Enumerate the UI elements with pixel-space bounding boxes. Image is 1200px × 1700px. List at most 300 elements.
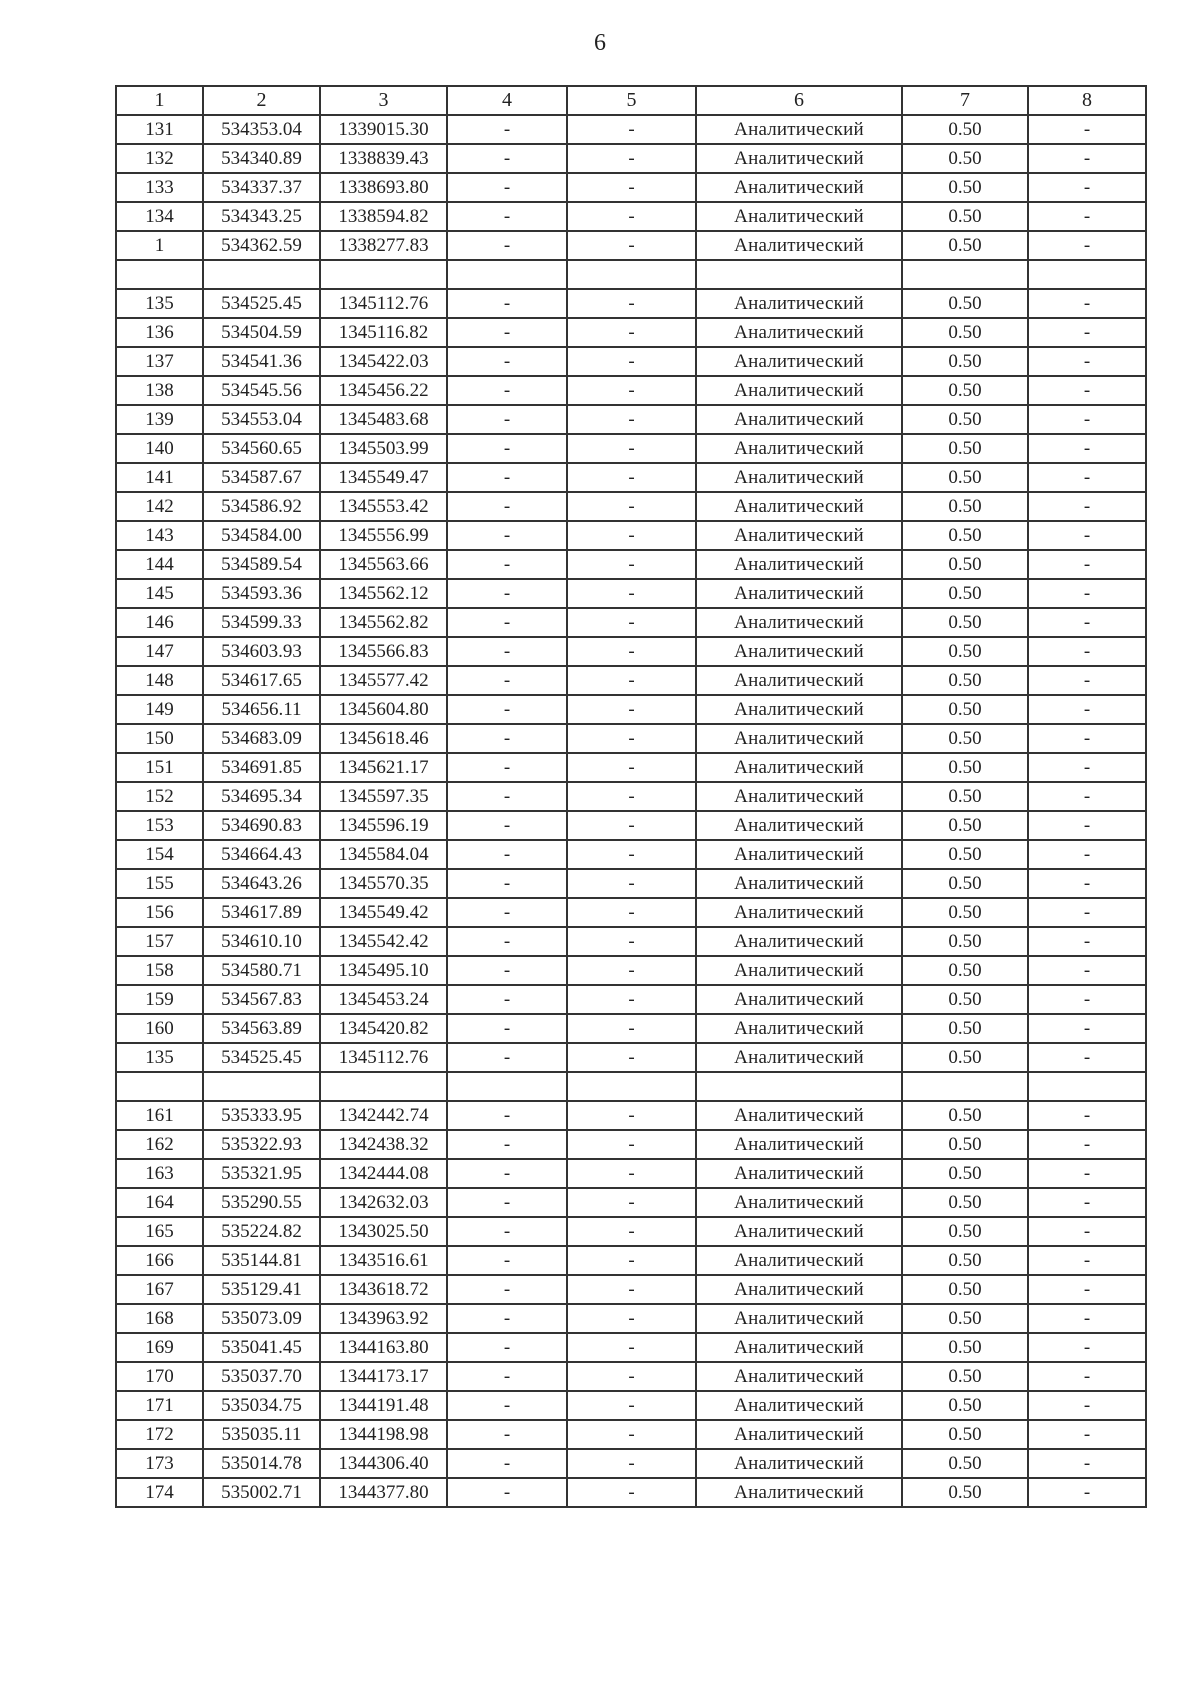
y-coordinate-cell: 1345562.12 bbox=[320, 579, 447, 608]
y-coordinate-cell: 1343516.61 bbox=[320, 1246, 447, 1275]
method-cell: Аналитический bbox=[696, 753, 902, 782]
accuracy-cell: 0.50 bbox=[902, 144, 1028, 173]
column-8-cell: - bbox=[1028, 840, 1146, 869]
column-8-cell: - bbox=[1028, 115, 1146, 144]
column-8-cell: - bbox=[1028, 1159, 1146, 1188]
column-8-cell: - bbox=[1028, 405, 1146, 434]
column-5-cell: - bbox=[567, 1130, 696, 1159]
accuracy-cell: 0.50 bbox=[902, 289, 1028, 318]
accuracy-cell: 0.50 bbox=[902, 173, 1028, 202]
column-5-cell: - bbox=[567, 782, 696, 811]
table-row bbox=[116, 898, 1146, 927]
table-row bbox=[116, 173, 1146, 202]
x-coordinate-cell: 534553.04 bbox=[203, 405, 320, 434]
method-cell: Аналитический bbox=[696, 985, 902, 1014]
column-8-cell: - bbox=[1028, 1217, 1146, 1246]
point-number-cell: 158 bbox=[116, 956, 203, 985]
column-8-cell: - bbox=[1028, 463, 1146, 492]
table-row bbox=[116, 1217, 1146, 1246]
accuracy-cell: 0.50 bbox=[902, 405, 1028, 434]
x-coordinate-cell: 535014.78 bbox=[203, 1449, 320, 1478]
y-coordinate-cell: 1345566.83 bbox=[320, 637, 447, 666]
column-5-cell: - bbox=[567, 1014, 696, 1043]
method-cell: Аналитический bbox=[696, 927, 902, 956]
accuracy-cell: 0.50 bbox=[902, 898, 1028, 927]
column-8-cell: - bbox=[1028, 608, 1146, 637]
method-cell: Аналитический bbox=[696, 202, 902, 231]
header-cell: 4 bbox=[447, 86, 567, 115]
column-8-cell: - bbox=[1028, 782, 1146, 811]
method-cell: Аналитический bbox=[696, 956, 902, 985]
point-number-cell: 162 bbox=[116, 1130, 203, 1159]
column-5-cell: - bbox=[567, 666, 696, 695]
method-cell: Аналитический bbox=[696, 1478, 902, 1507]
column-8-cell: - bbox=[1028, 1275, 1146, 1304]
method-cell: Аналитический bbox=[696, 782, 902, 811]
table-row bbox=[116, 463, 1146, 492]
y-coordinate-cell: 1345503.99 bbox=[320, 434, 447, 463]
method-cell: Аналитический bbox=[696, 1217, 902, 1246]
header-cell: 3 bbox=[320, 86, 447, 115]
column-4-cell: - bbox=[447, 144, 567, 173]
column-5-cell: - bbox=[567, 1246, 696, 1275]
method-cell: Аналитический bbox=[696, 1391, 902, 1420]
x-coordinate-cell: 534362.59 bbox=[203, 231, 320, 260]
accuracy-cell: 0.50 bbox=[902, 927, 1028, 956]
column-4-cell: - bbox=[447, 1014, 567, 1043]
column-5-cell: - bbox=[567, 434, 696, 463]
point-number-cell: 164 bbox=[116, 1188, 203, 1217]
accuracy-cell: 0.50 bbox=[902, 695, 1028, 724]
accuracy-cell: 0.50 bbox=[902, 782, 1028, 811]
column-4-cell: - bbox=[447, 550, 567, 579]
method-cell: Аналитический bbox=[696, 550, 902, 579]
y-coordinate-cell: 1344173.17 bbox=[320, 1362, 447, 1391]
column-8-cell: - bbox=[1028, 1043, 1146, 1072]
x-coordinate-cell: 534656.11 bbox=[203, 695, 320, 724]
column-8-cell: - bbox=[1028, 1246, 1146, 1275]
accuracy-cell: 0.50 bbox=[902, 202, 1028, 231]
page-number: 6 bbox=[594, 30, 606, 56]
accuracy-cell: 0.50 bbox=[902, 840, 1028, 869]
column-5-cell: - bbox=[567, 1449, 696, 1478]
table-row bbox=[116, 521, 1146, 550]
y-coordinate-cell: 1345420.82 bbox=[320, 1014, 447, 1043]
column-5-cell: - bbox=[567, 405, 696, 434]
x-coordinate-cell: 535322.93 bbox=[203, 1130, 320, 1159]
y-coordinate-cell: 1345570.35 bbox=[320, 869, 447, 898]
table-row bbox=[116, 492, 1146, 521]
method-cell: Аналитический bbox=[696, 1275, 902, 1304]
column-4-cell: - bbox=[447, 173, 567, 202]
x-coordinate-cell: 534545.56 bbox=[203, 376, 320, 405]
accuracy-cell: 0.50 bbox=[902, 1130, 1028, 1159]
x-coordinate-cell: 534683.09 bbox=[203, 724, 320, 753]
x-coordinate-cell: 535290.55 bbox=[203, 1188, 320, 1217]
column-8-cell: - bbox=[1028, 492, 1146, 521]
column-8-cell: - bbox=[1028, 144, 1146, 173]
column-5-cell: - bbox=[567, 1188, 696, 1217]
table-row bbox=[116, 811, 1146, 840]
y-coordinate-cell: 1345596.19 bbox=[320, 811, 447, 840]
column-4-cell: - bbox=[447, 724, 567, 753]
table-row bbox=[116, 608, 1146, 637]
column-4-cell: - bbox=[447, 753, 567, 782]
x-coordinate-cell: 535129.41 bbox=[203, 1275, 320, 1304]
table-row bbox=[116, 666, 1146, 695]
point-number-cell: 147 bbox=[116, 637, 203, 666]
column-8-cell: - bbox=[1028, 1362, 1146, 1391]
y-coordinate-cell: 1342444.08 bbox=[320, 1159, 447, 1188]
x-coordinate-cell bbox=[203, 1072, 320, 1101]
method-cell: Аналитический bbox=[696, 1246, 902, 1275]
y-coordinate-cell: 1344198.98 bbox=[320, 1420, 447, 1449]
y-coordinate-cell: 1343963.92 bbox=[320, 1304, 447, 1333]
column-8-cell: - bbox=[1028, 231, 1146, 260]
column-5-cell: - bbox=[567, 1275, 696, 1304]
method-cell: Аналитический bbox=[696, 1420, 902, 1449]
column-8-cell: - bbox=[1028, 1478, 1146, 1507]
point-number-cell: 138 bbox=[116, 376, 203, 405]
method-cell: Аналитический bbox=[696, 1101, 902, 1130]
column-8-cell: - bbox=[1028, 376, 1146, 405]
table-row bbox=[116, 782, 1146, 811]
column-5-cell: - bbox=[567, 579, 696, 608]
accuracy-cell: 0.50 bbox=[902, 318, 1028, 347]
x-coordinate-cell: 534580.71 bbox=[203, 956, 320, 985]
y-coordinate-cell: 1345621.17 bbox=[320, 753, 447, 782]
y-coordinate-cell: 1344163.80 bbox=[320, 1333, 447, 1362]
method-cell: Аналитический bbox=[696, 173, 902, 202]
y-coordinate-cell: 1343618.72 bbox=[320, 1275, 447, 1304]
column-5-cell: - bbox=[567, 521, 696, 550]
y-coordinate-cell: 1338693.80 bbox=[320, 173, 447, 202]
column-5-cell: - bbox=[567, 753, 696, 782]
y-coordinate-cell: 1342442.74 bbox=[320, 1101, 447, 1130]
column-5-cell: - bbox=[567, 173, 696, 202]
x-coordinate-cell: 535321.95 bbox=[203, 1159, 320, 1188]
x-coordinate-cell: 534599.33 bbox=[203, 608, 320, 637]
x-coordinate-cell: 534343.25 bbox=[203, 202, 320, 231]
accuracy-cell: 0.50 bbox=[902, 1246, 1028, 1275]
column-4-cell: - bbox=[447, 1362, 567, 1391]
column-5-cell: - bbox=[567, 231, 696, 260]
y-coordinate-cell: 1343025.50 bbox=[320, 1217, 447, 1246]
point-number-cell: 171 bbox=[116, 1391, 203, 1420]
column-5-cell: - bbox=[567, 376, 696, 405]
column-8-cell: - bbox=[1028, 695, 1146, 724]
table-row bbox=[116, 376, 1146, 405]
column-4-cell: - bbox=[447, 521, 567, 550]
accuracy-cell: 0.50 bbox=[902, 1217, 1028, 1246]
point-number-cell: 150 bbox=[116, 724, 203, 753]
table-row bbox=[116, 550, 1146, 579]
y-coordinate-cell: 1345495.10 bbox=[320, 956, 447, 985]
table-row bbox=[116, 840, 1146, 869]
column-5-cell: - bbox=[567, 1391, 696, 1420]
accuracy-cell: 0.50 bbox=[902, 869, 1028, 898]
x-coordinate-cell: 534617.65 bbox=[203, 666, 320, 695]
column-5-cell: - bbox=[567, 550, 696, 579]
x-coordinate-cell: 534567.83 bbox=[203, 985, 320, 1014]
accuracy-cell: 0.50 bbox=[902, 1101, 1028, 1130]
point-number-cell: 170 bbox=[116, 1362, 203, 1391]
point-number-cell: 131 bbox=[116, 115, 203, 144]
column-4-cell: - bbox=[447, 202, 567, 231]
table-row bbox=[116, 144, 1146, 173]
column-5-cell: - bbox=[567, 144, 696, 173]
y-coordinate-cell: 1345597.35 bbox=[320, 782, 447, 811]
method-cell: Аналитический bbox=[696, 724, 902, 753]
x-coordinate-cell: 534525.45 bbox=[203, 289, 320, 318]
y-coordinate-cell: 1345618.46 bbox=[320, 724, 447, 753]
x-coordinate-cell: 534587.67 bbox=[203, 463, 320, 492]
table-row bbox=[116, 1362, 1146, 1391]
x-coordinate-cell: 534617.89 bbox=[203, 898, 320, 927]
x-coordinate-cell: 535037.70 bbox=[203, 1362, 320, 1391]
column-5-cell: - bbox=[567, 695, 696, 724]
table-row bbox=[116, 1072, 1146, 1101]
point-number-cell: 149 bbox=[116, 695, 203, 724]
accuracy-cell bbox=[902, 260, 1028, 289]
x-coordinate-cell: 534643.26 bbox=[203, 869, 320, 898]
table-row bbox=[116, 927, 1146, 956]
column-8-cell: - bbox=[1028, 434, 1146, 463]
column-4-cell: - bbox=[447, 1217, 567, 1246]
x-coordinate-cell: 534584.00 bbox=[203, 521, 320, 550]
column-8-cell: - bbox=[1028, 550, 1146, 579]
column-4-cell: - bbox=[447, 782, 567, 811]
column-8-cell: - bbox=[1028, 811, 1146, 840]
table-header-row bbox=[116, 86, 1146, 115]
column-5-cell bbox=[567, 1072, 696, 1101]
point-number-cell: 152 bbox=[116, 782, 203, 811]
y-coordinate-cell: 1338277.83 bbox=[320, 231, 447, 260]
header-cell: 6 bbox=[696, 86, 902, 115]
column-5-cell: - bbox=[567, 840, 696, 869]
column-4-cell bbox=[447, 1072, 567, 1101]
column-4-cell: - bbox=[447, 1391, 567, 1420]
column-4-cell: - bbox=[447, 927, 567, 956]
point-number-cell: 144 bbox=[116, 550, 203, 579]
column-8-cell: - bbox=[1028, 202, 1146, 231]
accuracy-cell: 0.50 bbox=[902, 231, 1028, 260]
accuracy-cell: 0.50 bbox=[902, 811, 1028, 840]
column-4-cell: - bbox=[447, 405, 567, 434]
y-coordinate-cell: 1345483.68 bbox=[320, 405, 447, 434]
column-5-cell: - bbox=[567, 956, 696, 985]
accuracy-cell: 0.50 bbox=[902, 1014, 1028, 1043]
point-number-cell: 133 bbox=[116, 173, 203, 202]
column-8-cell: - bbox=[1028, 985, 1146, 1014]
accuracy-cell: 0.50 bbox=[902, 666, 1028, 695]
method-cell: Аналитический bbox=[696, 347, 902, 376]
column-8-cell: - bbox=[1028, 289, 1146, 318]
column-8-cell: - bbox=[1028, 666, 1146, 695]
accuracy-cell: 0.50 bbox=[902, 376, 1028, 405]
table-row bbox=[116, 1014, 1146, 1043]
point-number-cell: 161 bbox=[116, 1101, 203, 1130]
column-8-cell: - bbox=[1028, 927, 1146, 956]
point-number-cell: 145 bbox=[116, 579, 203, 608]
x-coordinate-cell: 534695.34 bbox=[203, 782, 320, 811]
header-cell: 5 bbox=[567, 86, 696, 115]
accuracy-cell: 0.50 bbox=[902, 463, 1028, 492]
point-number-cell: 135 bbox=[116, 1043, 203, 1072]
accuracy-cell: 0.50 bbox=[902, 550, 1028, 579]
table-row bbox=[116, 1246, 1146, 1275]
coordinates-table bbox=[115, 85, 1147, 1508]
column-4-cell: - bbox=[447, 1478, 567, 1507]
y-coordinate-cell: 1345112.76 bbox=[320, 1043, 447, 1072]
x-coordinate-cell: 535073.09 bbox=[203, 1304, 320, 1333]
column-5-cell: - bbox=[567, 347, 696, 376]
x-coordinate-cell: 534664.43 bbox=[203, 840, 320, 869]
point-number-cell: 148 bbox=[116, 666, 203, 695]
method-cell: Аналитический bbox=[696, 898, 902, 927]
point-number-cell: 166 bbox=[116, 1246, 203, 1275]
x-coordinate-cell: 534340.89 bbox=[203, 144, 320, 173]
point-number-cell: 169 bbox=[116, 1333, 203, 1362]
x-coordinate-cell: 534691.85 bbox=[203, 753, 320, 782]
column-8-cell: - bbox=[1028, 347, 1146, 376]
accuracy-cell: 0.50 bbox=[902, 1159, 1028, 1188]
column-4-cell: - bbox=[447, 1130, 567, 1159]
y-coordinate-cell: 1345112.76 bbox=[320, 289, 447, 318]
method-cell: Аналитический bbox=[696, 695, 902, 724]
column-5-cell: - bbox=[567, 289, 696, 318]
column-8-cell: - bbox=[1028, 724, 1146, 753]
accuracy-cell: 0.50 bbox=[902, 1391, 1028, 1420]
table-row bbox=[116, 405, 1146, 434]
point-number-cell: 157 bbox=[116, 927, 203, 956]
x-coordinate-cell: 535035.11 bbox=[203, 1420, 320, 1449]
y-coordinate-cell: 1345453.24 bbox=[320, 985, 447, 1014]
column-5-cell: - bbox=[567, 1362, 696, 1391]
table-row bbox=[116, 1420, 1146, 1449]
y-coordinate-cell: 1338839.43 bbox=[320, 144, 447, 173]
x-coordinate-cell: 535034.75 bbox=[203, 1391, 320, 1420]
point-number-cell: 172 bbox=[116, 1420, 203, 1449]
column-4-cell: - bbox=[447, 1275, 567, 1304]
column-5-cell: - bbox=[567, 724, 696, 753]
point-number-cell: 154 bbox=[116, 840, 203, 869]
y-coordinate-cell: 1338594.82 bbox=[320, 202, 447, 231]
column-5-cell: - bbox=[567, 115, 696, 144]
method-cell: Аналитический bbox=[696, 1449, 902, 1478]
column-4-cell: - bbox=[447, 695, 567, 724]
column-5-cell: - bbox=[567, 985, 696, 1014]
table-row bbox=[116, 985, 1146, 1014]
header-cell: 8 bbox=[1028, 86, 1146, 115]
point-number-cell: 135 bbox=[116, 289, 203, 318]
point-number-cell: 139 bbox=[116, 405, 203, 434]
y-coordinate-cell bbox=[320, 260, 447, 289]
table-row bbox=[116, 260, 1146, 289]
column-4-cell: - bbox=[447, 1304, 567, 1333]
column-8-cell bbox=[1028, 260, 1146, 289]
table-row bbox=[116, 1478, 1146, 1507]
column-4-cell: - bbox=[447, 231, 567, 260]
column-4-cell: - bbox=[447, 318, 567, 347]
accuracy-cell: 0.50 bbox=[902, 1043, 1028, 1072]
x-coordinate-cell bbox=[203, 260, 320, 289]
table-row bbox=[116, 1043, 1146, 1072]
table-row bbox=[116, 202, 1146, 231]
point-number-cell: 141 bbox=[116, 463, 203, 492]
method-cell: Аналитический bbox=[696, 376, 902, 405]
point-number-cell bbox=[116, 260, 203, 289]
method-cell: Аналитический bbox=[696, 289, 902, 318]
accuracy-cell: 0.50 bbox=[902, 956, 1028, 985]
column-4-cell: - bbox=[447, 463, 567, 492]
point-number-cell: 134 bbox=[116, 202, 203, 231]
accuracy-cell: 0.50 bbox=[902, 434, 1028, 463]
accuracy-cell: 0.50 bbox=[902, 608, 1028, 637]
column-4-cell: - bbox=[447, 666, 567, 695]
table-row bbox=[116, 347, 1146, 376]
column-8-cell bbox=[1028, 1072, 1146, 1101]
table-row bbox=[116, 724, 1146, 753]
column-8-cell: - bbox=[1028, 1449, 1146, 1478]
x-coordinate-cell: 534504.59 bbox=[203, 318, 320, 347]
column-8-cell: - bbox=[1028, 579, 1146, 608]
column-5-cell: - bbox=[567, 1043, 696, 1072]
table-row bbox=[116, 1449, 1146, 1478]
table-row bbox=[116, 637, 1146, 666]
column-5-cell: - bbox=[567, 1478, 696, 1507]
table-row bbox=[116, 318, 1146, 347]
point-number-cell: 137 bbox=[116, 347, 203, 376]
accuracy-cell: 0.50 bbox=[902, 1188, 1028, 1217]
accuracy-cell bbox=[902, 1072, 1028, 1101]
x-coordinate-cell: 534541.36 bbox=[203, 347, 320, 376]
method-cell: Аналитический bbox=[696, 405, 902, 434]
column-4-cell: - bbox=[447, 637, 567, 666]
point-number-cell: 168 bbox=[116, 1304, 203, 1333]
column-5-cell: - bbox=[567, 898, 696, 927]
accuracy-cell: 0.50 bbox=[902, 1275, 1028, 1304]
column-5-cell: - bbox=[567, 202, 696, 231]
column-5-cell: - bbox=[567, 1217, 696, 1246]
column-8-cell: - bbox=[1028, 637, 1146, 666]
accuracy-cell: 0.50 bbox=[902, 521, 1028, 550]
column-5-cell: - bbox=[567, 927, 696, 956]
table-row bbox=[116, 115, 1146, 144]
y-coordinate-cell: 1345422.03 bbox=[320, 347, 447, 376]
x-coordinate-cell: 534560.65 bbox=[203, 434, 320, 463]
y-coordinate-cell: 1345562.82 bbox=[320, 608, 447, 637]
method-cell: Аналитический bbox=[696, 1362, 902, 1391]
column-8-cell: - bbox=[1028, 753, 1146, 782]
column-5-cell: - bbox=[567, 637, 696, 666]
column-5-cell: - bbox=[567, 811, 696, 840]
column-5-cell: - bbox=[567, 463, 696, 492]
column-4-cell: - bbox=[447, 289, 567, 318]
method-cell: Аналитический bbox=[696, 144, 902, 173]
y-coordinate-cell: 1345577.42 bbox=[320, 666, 447, 695]
table-row bbox=[116, 695, 1146, 724]
point-number-cell: 151 bbox=[116, 753, 203, 782]
column-8-cell: - bbox=[1028, 173, 1146, 202]
column-8-cell: - bbox=[1028, 1391, 1146, 1420]
column-4-cell: - bbox=[447, 840, 567, 869]
y-coordinate-cell: 1342632.03 bbox=[320, 1188, 447, 1217]
column-5-cell: - bbox=[567, 1420, 696, 1449]
x-coordinate-cell: 534563.89 bbox=[203, 1014, 320, 1043]
header-cell: 2 bbox=[203, 86, 320, 115]
table-row bbox=[116, 1304, 1146, 1333]
